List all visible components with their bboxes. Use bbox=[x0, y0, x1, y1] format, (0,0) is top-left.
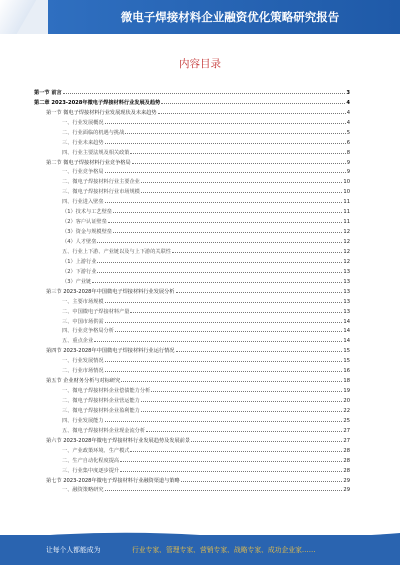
toc-leader-dots bbox=[97, 272, 342, 273]
toc-entry[interactable] bbox=[34, 245, 350, 255]
toc-entry[interactable] bbox=[34, 305, 350, 315]
toc-entry-label: 一、微电子焊接材料企业偿债能力分析 bbox=[62, 388, 151, 395]
toc-leader-dots bbox=[132, 163, 346, 164]
toc-entry-page: 14 bbox=[343, 318, 350, 325]
toc-entry-label: （3）产业链 bbox=[62, 278, 92, 285]
toc-entry[interactable] bbox=[34, 235, 350, 245]
toc-entry-page: 10 bbox=[343, 179, 350, 186]
toc-entry-page: 11 bbox=[343, 199, 350, 206]
toc-entry-label: 第四节 2023-2028年中国微电子焊接材料行业运行情况 bbox=[46, 348, 175, 355]
toc-entry[interactable] bbox=[34, 454, 350, 464]
toc-entry-page: 20 bbox=[343, 398, 350, 404]
footer-slogan: 让每个人都能成为 bbox=[46, 546, 101, 554]
toc-entry[interactable] bbox=[34, 195, 350, 205]
toc-leader-dots bbox=[176, 351, 343, 352]
toc-leader-dots bbox=[105, 490, 343, 491]
toc-entry-page: 14 bbox=[343, 338, 350, 345]
toc-leader-dots bbox=[105, 302, 343, 303]
toc-entry-page: 22 bbox=[343, 407, 350, 414]
toc-entry[interactable] bbox=[34, 126, 350, 136]
toc-entry-page: 4 bbox=[346, 109, 350, 116]
toc-entry[interactable] bbox=[34, 265, 350, 275]
toc-leader-dots bbox=[191, 441, 342, 442]
page-footer bbox=[0, 535, 400, 565]
toc-entry-page: 13 bbox=[343, 308, 350, 315]
toc-entry-page: 15 bbox=[343, 358, 350, 365]
toc-entry-page: 11 bbox=[343, 219, 350, 226]
toc-entry[interactable] bbox=[34, 285, 350, 295]
toc-entry-page: 12 bbox=[343, 258, 350, 265]
toc-entry-label: （2）客户认证壁垒 bbox=[62, 219, 107, 226]
toc-entry[interactable] bbox=[34, 444, 350, 454]
toc-entry-label: 三、微电子焊接材料行业市场规模 bbox=[62, 189, 140, 196]
toc-entry-label: 四、行业发展能力 bbox=[62, 417, 104, 424]
toc-leader-dots bbox=[120, 461, 342, 462]
toc-entry-label: 四、行业进入壁垒 bbox=[62, 199, 104, 206]
toc-leader-dots bbox=[130, 153, 345, 154]
toc-entry-page: 13 bbox=[343, 288, 350, 295]
toc-entry-page: 13 bbox=[343, 298, 350, 305]
footer-roles: 行业专家、管理专家、营销专家、战略专家、成功企业家…… bbox=[132, 546, 316, 554]
toc-entry[interactable] bbox=[34, 255, 350, 265]
toc-leader-dots bbox=[105, 322, 343, 323]
report-title: 微电子焊接材料企业融资优化策略研究报告 bbox=[120, 10, 340, 24]
toc-leader-dots bbox=[146, 431, 342, 432]
toc-entry-label: 五、重点企业 bbox=[62, 338, 94, 345]
toc-entry-page: 12 bbox=[343, 248, 350, 255]
toc-entry[interactable] bbox=[34, 295, 350, 305]
toc-entry-page: 28 bbox=[343, 447, 350, 454]
toc-entry[interactable] bbox=[34, 146, 350, 156]
toc-entry-page: 19 bbox=[343, 388, 350, 395]
toc-entry-label: 二、微电子焊接材料企业营运能力 bbox=[62, 398, 140, 404]
toc-entry-label: （1）上游行业 bbox=[62, 258, 97, 265]
toc-entry-page: 13 bbox=[343, 268, 350, 275]
toc-leader-dots bbox=[97, 262, 342, 263]
toc-entry-page: 3 bbox=[346, 89, 350, 96]
toc-entry[interactable] bbox=[34, 156, 350, 166]
toc-leader-dots bbox=[141, 401, 343, 402]
toc-entry[interactable] bbox=[34, 325, 350, 335]
toc-entry-page: 28 bbox=[343, 457, 350, 464]
toc-entry[interactable] bbox=[34, 275, 350, 285]
toc-entry-page: 15 bbox=[343, 348, 350, 355]
toc-entry[interactable] bbox=[34, 424, 350, 434]
toc-entry-label: 第二章 2023-2028年微电子焊接材料行业发展及趋势 bbox=[34, 99, 161, 106]
toc-leader-dots bbox=[121, 381, 342, 382]
toc-entry[interactable] bbox=[34, 315, 350, 325]
toc-leader-dots bbox=[105, 202, 343, 203]
toc-entry-page: 9 bbox=[346, 159, 350, 166]
toc-entry[interactable] bbox=[34, 185, 350, 195]
toc-leader-dots bbox=[105, 371, 343, 372]
toc-entry[interactable] bbox=[34, 215, 350, 225]
toc-entry-page: 18 bbox=[343, 378, 350, 385]
toc-entry-page: 4 bbox=[346, 99, 350, 106]
toc-entry-label: （4）人才壁垒 bbox=[62, 239, 97, 245]
toc-entry[interactable] bbox=[34, 96, 350, 106]
toc-entry-page: 11 bbox=[343, 209, 350, 216]
toc-entry-label: 三、微电子焊接材料企业盈利能力 bbox=[62, 407, 140, 414]
toc-entry-label: 三、中国市场供需 bbox=[62, 318, 104, 325]
toc-entry-page: 25 bbox=[343, 417, 350, 424]
toc-entry-label: 一、行业竞争格局 bbox=[62, 169, 104, 176]
toc-leader-dots bbox=[115, 331, 343, 332]
toc-entry[interactable] bbox=[34, 384, 350, 394]
toc-entry-label: 第二节 微电子焊接材料行业竞争格局 bbox=[46, 159, 131, 166]
toc-leader-dots bbox=[181, 481, 343, 482]
toc-leader-dots bbox=[130, 312, 342, 313]
toc-leader-dots bbox=[176, 292, 343, 293]
toc-entry[interactable] bbox=[34, 116, 350, 126]
toc-leader-dots bbox=[151, 391, 342, 392]
toc-leader-dots bbox=[113, 232, 342, 233]
toc-entry[interactable] bbox=[34, 364, 350, 374]
toc-entry-page: 29 bbox=[343, 487, 350, 494]
toc-entry[interactable] bbox=[34, 334, 350, 344]
header-decoration bbox=[0, 0, 60, 34]
toc-heading: 内容目录 bbox=[179, 58, 221, 70]
toc-entry-label: 四、行业主要法规及相关政策 bbox=[62, 149, 130, 156]
page-header bbox=[0, 0, 400, 34]
toc-leader-dots bbox=[141, 182, 343, 183]
toc-leader-dots bbox=[92, 282, 342, 283]
toc-entry-label: 第一节 前言 bbox=[34, 89, 62, 96]
toc-entry[interactable] bbox=[34, 166, 350, 176]
toc-entry-label: 三、行业未来趋势 bbox=[62, 139, 104, 146]
toc-entry-page: 28 bbox=[343, 467, 350, 474]
toc-entry[interactable] bbox=[34, 175, 350, 185]
toc-entry[interactable] bbox=[34, 344, 350, 354]
toc-entry-label: 二、中国微电子焊接材料产量 bbox=[62, 308, 130, 315]
toc-entry[interactable] bbox=[34, 484, 350, 494]
toc-entry-label: 五、微电子焊接材料企业现金流分析 bbox=[62, 427, 146, 434]
toc-entry-label: 一、行业发展概况 bbox=[62, 119, 104, 126]
toc-entry[interactable] bbox=[34, 86, 350, 96]
toc-entry-label: 第一节 微电子焊接材料行业发展现状及未来趋势 bbox=[46, 109, 157, 116]
toc-entry-page: 12 bbox=[343, 239, 350, 245]
toc-entry-label: 二、生产自动化程度提高 bbox=[62, 457, 120, 464]
toc-entry[interactable] bbox=[34, 394, 350, 404]
toc-entry[interactable] bbox=[34, 354, 350, 364]
toc-entry-page: 29 bbox=[343, 477, 350, 484]
toc-entry-page: 27 bbox=[343, 437, 350, 444]
toc-entry-label: 三、行业集中度逐步提升 bbox=[62, 467, 120, 474]
toc-entry-page: 5 bbox=[346, 129, 350, 136]
toc-entry-page: 9 bbox=[346, 169, 350, 176]
toc-entry-label: 一、主要市场规模 bbox=[62, 298, 104, 305]
toc-entry[interactable] bbox=[34, 136, 350, 146]
toc-entry-label: （1）技术与工艺壁垒 bbox=[62, 209, 112, 216]
toc-entry[interactable] bbox=[34, 205, 350, 215]
toc-entry[interactable] bbox=[34, 474, 350, 484]
toc-entry[interactable] bbox=[34, 434, 350, 444]
toc-entry-page: 13 bbox=[343, 278, 350, 285]
toc-leader-dots bbox=[108, 222, 343, 223]
toc-entry-label: 第五节 企业财务分析与对标研究 bbox=[46, 378, 121, 385]
toc-entry-label: 第六节 2023-2028年微电子焊接材料行业发展趋势及发展前景 bbox=[46, 437, 191, 444]
toc-leader-dots bbox=[105, 361, 343, 362]
toc-entry[interactable] bbox=[34, 464, 350, 474]
toc-leader-dots bbox=[161, 103, 345, 104]
toc-leader-dots bbox=[141, 192, 343, 193]
toc-entry-label: 第七节 2023-2028年微电子焊接材料行业融资渠道与策略 bbox=[46, 477, 180, 484]
toc-entry-label: 四、行业竞争格局分析 bbox=[62, 328, 114, 335]
toc-entry-page: 6 bbox=[346, 139, 350, 146]
toc-leader-dots bbox=[130, 451, 342, 452]
toc-entry[interactable] bbox=[34, 414, 350, 424]
toc-entry-label: 二、微电子焊接材料行业主要企业 bbox=[62, 179, 140, 186]
toc-entry-label: 一、行业发展情况 bbox=[62, 358, 104, 365]
toc-leader-dots bbox=[105, 421, 343, 422]
toc-entry-page: 4 bbox=[346, 119, 350, 126]
toc-leader-dots bbox=[172, 252, 342, 253]
toc-entry-label: （2）下游行业 bbox=[62, 268, 97, 275]
toc-leader-dots bbox=[105, 123, 346, 124]
toc-entry-label: 二、行业面临的机遇与挑战 bbox=[62, 129, 125, 136]
toc-entry-page: 10 bbox=[343, 189, 350, 196]
toc-entry-label: 第三节 2023-2028年中国微电子焊接材料行业发展分析 bbox=[46, 288, 175, 295]
toc-leader-dots bbox=[105, 143, 346, 144]
table-of-contents bbox=[34, 86, 350, 493]
toc-entry-label: 五、行业上下游、产业链以及与上下游的关联性 bbox=[62, 248, 171, 255]
toc-entry[interactable] bbox=[34, 106, 350, 116]
toc-leader-dots bbox=[105, 172, 346, 173]
toc-entry[interactable] bbox=[34, 404, 350, 414]
toc-leader-dots bbox=[97, 242, 342, 243]
toc-leader-dots bbox=[158, 113, 346, 114]
toc-entry-page: 8 bbox=[346, 149, 350, 156]
toc-entry[interactable] bbox=[34, 374, 350, 384]
toc-leader-dots bbox=[113, 212, 342, 213]
toc-entry-page: 12 bbox=[343, 229, 350, 236]
toc-entry-label: （3）资金与规模壁垒 bbox=[62, 229, 112, 236]
toc-leader-dots bbox=[120, 471, 342, 472]
toc-entry-page: 14 bbox=[343, 328, 350, 335]
toc-entry-page: 27 bbox=[343, 427, 350, 434]
toc-leader-dots bbox=[141, 411, 343, 412]
toc-leader-dots bbox=[63, 93, 346, 94]
toc-leader-dots bbox=[94, 341, 342, 342]
toc-entry-page: 16 bbox=[343, 368, 350, 375]
toc-entry[interactable] bbox=[34, 225, 350, 235]
toc-entry-label: 一、融资策略研究 bbox=[62, 487, 104, 494]
toc-entry-label: 一、产业政策环境、生产模式 bbox=[62, 447, 130, 454]
toc-entry-label: 二、行业市场情况 bbox=[62, 368, 104, 375]
toc-leader-dots bbox=[125, 133, 345, 134]
